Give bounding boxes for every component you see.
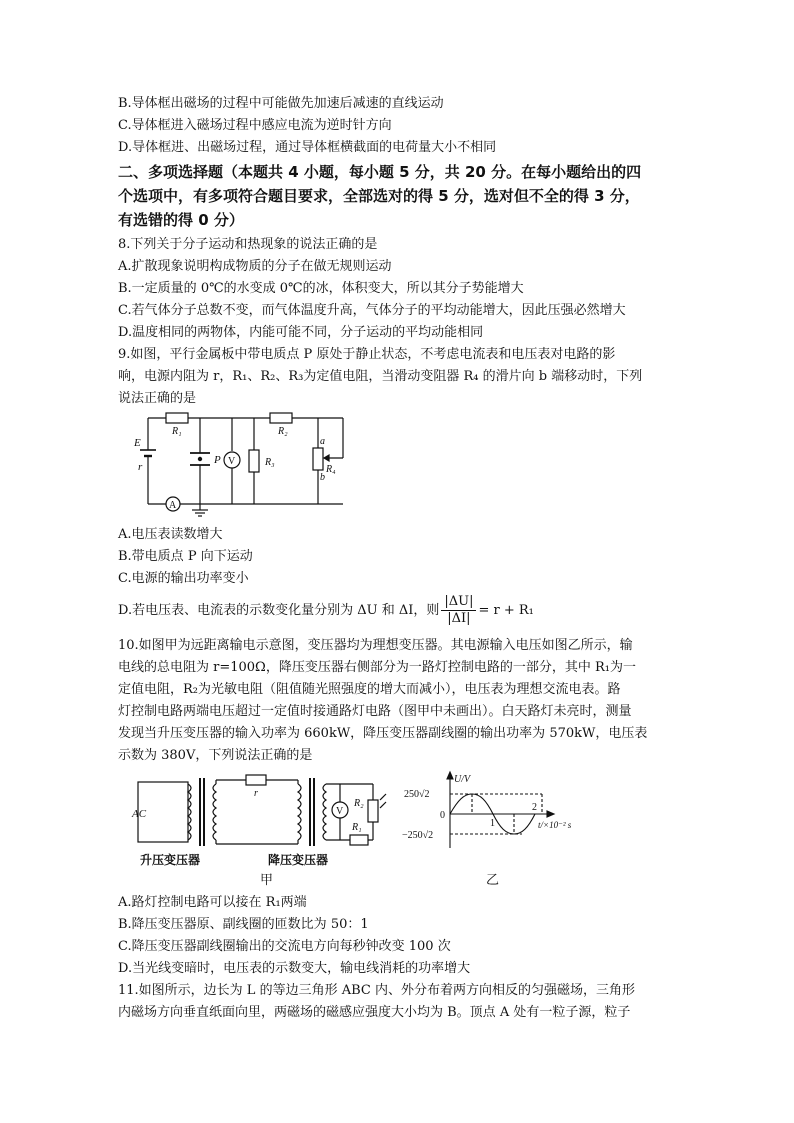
- resistor-r1: [350, 835, 368, 845]
- q10-stem: 定值电阻，R₂为光敏电阻（阻值随光照强度的增大而减小），电压表为理想交流电表。路: [118, 682, 621, 697]
- rheostat-r4: [313, 448, 323, 470]
- y-tick-zero: 0: [440, 810, 445, 821]
- light-arrow-icon: [380, 802, 386, 808]
- section-heading-line: 个选项中，有多项符合题目要求，全部选对的得 5 分，选对但不全的得 3 分，: [118, 187, 640, 205]
- caption-jia: 甲: [260, 872, 274, 887]
- q8-option-a: A.扩散现象说明构成物质的分子在做无规则运动: [118, 259, 392, 274]
- q10-option-b: B.降压变压器原、副线圈的匝数比为 50：1: [118, 917, 369, 932]
- label-r1: R₁: [352, 822, 362, 833]
- photoresistor-r2: [368, 800, 378, 822]
- label-p: P: [214, 454, 221, 466]
- caption-yi: 乙: [486, 872, 500, 887]
- q8-stem: 8.下列关于分子运动和热现象的说法正确的是: [118, 237, 378, 252]
- y-tick-top: 250√2: [404, 789, 430, 800]
- q9-option-a: A.电压表读数增大: [118, 527, 223, 542]
- y-axis-label: U/V: [454, 774, 471, 785]
- label-r: r: [138, 461, 143, 473]
- coil-icon: [323, 784, 326, 840]
- q9-stem: 9.如图，平行金属板中带电质点 P 原处于静止状态，不考虑电流表和电压表对电路的影: [118, 347, 616, 362]
- q7-option-d: D.导体框进、出磁场过程，通过导体框横截面的电荷量大小不相同: [118, 140, 497, 155]
- x-tick-2: 2: [532, 802, 537, 813]
- q10-option-c: C.降压变压器副线圈输出的交流电方向每秒钟改变 100 次: [118, 939, 451, 954]
- slider-arrow: [324, 455, 329, 461]
- q9-circuit-diagram: [128, 408, 358, 520]
- label-step-down: 降压变压器: [268, 853, 329, 867]
- fraction-denominator: |ΔI|: [447, 611, 471, 626]
- label-a: A: [169, 500, 177, 511]
- q8-option-b: B.一定质量的 0℃的水变成 0℃的冰，体积变大，所以其分子势能增大: [118, 281, 524, 296]
- q10-option-d: D.当光线变暗时，电压表的示数变大，输电线消耗的功率增大: [118, 961, 471, 976]
- x-tick-1: 1: [490, 818, 495, 829]
- q10-option-a: A.路灯控制电路可以接在 R₁两端: [118, 895, 307, 910]
- label-r2: R₂: [278, 426, 288, 437]
- section-heading-line: 有选错的得 0 分）: [118, 211, 244, 229]
- label-e: E: [134, 437, 141, 449]
- q10-figure-jia: [128, 770, 388, 890]
- q9-option-c: C.电源的输出功率变小: [118, 571, 249, 586]
- q10-stem: 示数为 380V，下列说法正确的是: [118, 748, 313, 763]
- q7-option-b: B.导体框出磁场的过程中可能做先加速后减速的直线运动: [118, 96, 444, 111]
- fraction: [441, 594, 476, 627]
- charged-particle-p: [198, 457, 201, 460]
- label-v: V: [336, 806, 344, 817]
- q8-option-d: D.温度相同的两物体，内能可能不同，分子运动的平均动能相同: [118, 325, 484, 340]
- coil-icon: [298, 784, 301, 840]
- y-tick-bottom: −250√2: [402, 830, 434, 841]
- label-r2: R₂: [354, 798, 364, 809]
- q10-stem: 电线的总电阻为 r=100Ω，降压变压器右侧部分为一路灯控制电路的一部分，其中 R₁为一: [118, 660, 636, 675]
- label-r: r: [254, 788, 258, 799]
- q9-stem: 响，电源内阻为 r，R₁、R₂、R₃为定值电阻，当滑动变阻器 R₄ 的滑片向 b 端移动时，下列: [118, 369, 643, 384]
- resistor-r2: [270, 413, 292, 423]
- q10-stem: 灯控制电路两端电压超过一定值时接通路灯电路（图甲中未画出）。白天路灯未亮时，测量: [118, 704, 632, 719]
- resistor-r1: [166, 413, 188, 423]
- q10-stem: 10.如图甲为远距离输电示意图，变压器均为理想变压器。其电源输入电压如图乙所示，输: [118, 638, 633, 653]
- x-axis-label: t/×10⁻² s: [538, 820, 572, 830]
- q7-option-c: C.导体框进入磁场过程中感应电流为逆时针方向: [118, 118, 392, 133]
- section-heading-line: 二、多项选择题（本题共 4 小题，每小题 5 分，共 20 分。在每小题给出的四: [118, 163, 642, 181]
- q9-option-d-result: = r + R₁: [478, 603, 534, 618]
- q10-figure-yi: [402, 770, 602, 890]
- label-v: V: [228, 456, 236, 467]
- fraction-numerator: |ΔU|: [441, 594, 476, 611]
- label-step-up: 升压变压器: [140, 853, 201, 867]
- label-r1: R₁: [172, 426, 182, 437]
- section-2-heading: [118, 160, 688, 232]
- label-r3: R₃: [265, 457, 275, 468]
- label-a-end: a: [320, 436, 325, 447]
- q9-option-d-text: D.若电压表、电流表的示数变化量分别为 ΔU 和 ΔI，则: [118, 603, 440, 618]
- label-r4: R₄: [326, 464, 336, 475]
- q8-option-c: C.若气体分子总数不变，而气体温度升高，气体分子的平均动能增大，因此压强必然增大: [118, 303, 626, 318]
- coil-icon: [213, 784, 216, 840]
- q11-stem: 内磁场方向垂直纸面向里，两磁场的磁感应强度大小均为 B。顶点 A 处有一粒子源，粒子: [118, 1005, 631, 1020]
- q9-option-d: [118, 594, 534, 628]
- label-ac: AC: [132, 808, 147, 820]
- q9-stem: 说法正确的是: [118, 391, 197, 406]
- label-b-end: b: [320, 472, 325, 483]
- resistor-r3: [249, 450, 259, 472]
- q9-option-b: B.带电质点 P 向下运动: [118, 549, 253, 564]
- q10-stem: 发现当升压变压器的输入功率为 660kW，降压变压器副线圈的输出功率为 570kW，电压表: [118, 726, 648, 741]
- q11-stem: 11.如图所示，边长为 L 的等边三角形 ABC 内、外分布着两方向相反的匀强磁场，三角形: [118, 983, 635, 998]
- line-resistor-r: [246, 775, 266, 785]
- light-arrow-icon: [380, 794, 386, 800]
